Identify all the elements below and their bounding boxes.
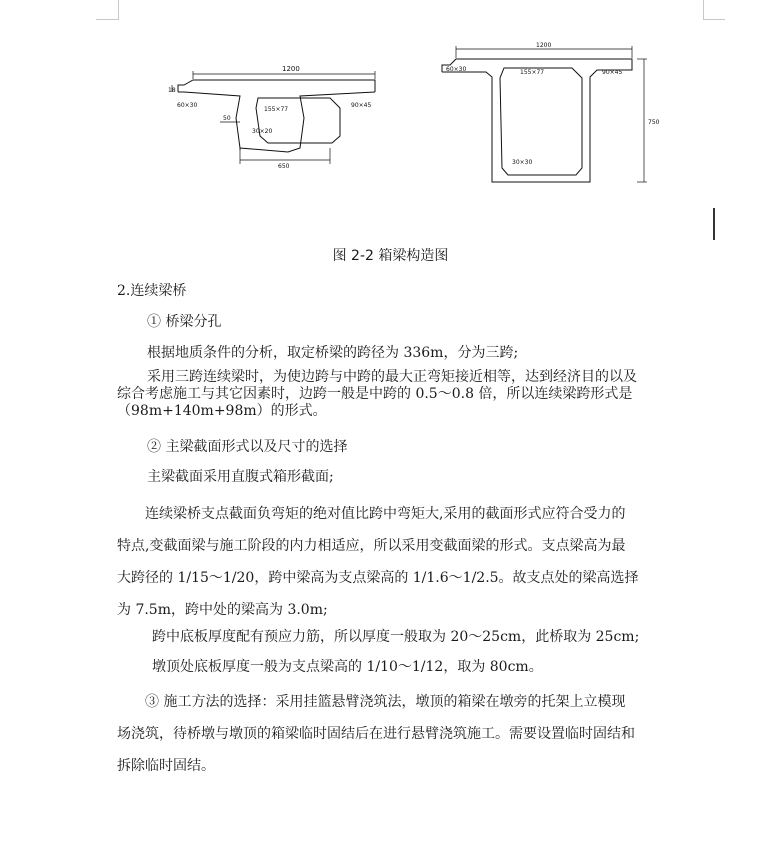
dim-top-width: 1200 — [536, 42, 552, 49]
text-line: 为 7.5m，跨中处的梁高为 3.0m; — [117, 602, 328, 618]
paragraph-span-ratio — [117, 369, 703, 420]
text-line: （98m+140m+98m）的形式。 — [117, 403, 327, 419]
subheading-section-form: ② 主梁截面形式以及尺寸的选择 — [147, 439, 348, 455]
section-heading: 2.连续梁桥 — [117, 283, 187, 299]
paragraph-midspan-bottom-slab: 跨中底板厚度配有预应力筋，所以厚度一般取为 20～25cm，此桥取为 25cm; — [152, 629, 640, 645]
figure-caption: 图 2-2 箱梁构造图 — [332, 248, 449, 264]
text-line: 特点,变截面梁与施工阶段的内力相适应，所以采用变截面梁的形式。支点梁高为最 — [117, 538, 626, 554]
label-chamfer-top: 155×77 — [520, 69, 545, 76]
text-line: 综合考虑施工与其它因素时，边跨一般是中跨的 0.5～0.8 倍，所以连续梁跨形式是 — [117, 386, 633, 402]
label-chamfer-bottom: 30×20 — [252, 128, 273, 135]
label-chamfer-outer: 60×30 — [446, 66, 467, 73]
text-line: 场浇筑，待桥墩与墩顶的箱梁临时固结后在进行悬臂浇筑施工。需要设置临时固结和 — [117, 726, 635, 742]
box-girder-support-drawing — [432, 0, 662, 190]
text-cursor — [713, 208, 715, 240]
text-line: 采用三跨连续梁时，为使边跨与中跨的最大正弯矩接近相等，达到经济目的以及 — [147, 369, 637, 385]
text-line: 拆除临时固结。 — [117, 758, 215, 774]
dim-height: 750 — [648, 119, 660, 126]
label-chamfer-side: 90×45 — [602, 69, 623, 76]
box-girder-midspan-drawing — [160, 0, 420, 180]
label-chamfer-top: 155×77 — [264, 106, 289, 113]
label-chamfer-bottom: 30×30 — [512, 159, 533, 166]
label-flange: 18 — [168, 87, 176, 94]
paragraph-pier-bottom-slab: 墩顶处底板厚度一般为支点梁高的 1/10～1/12，取为 80cm。 — [152, 659, 543, 675]
subheading-span-layout: ① 桥梁分孔 — [147, 314, 222, 330]
paragraph-variable-section — [117, 498, 703, 626]
label-chamfer-outer: 60×30 — [177, 102, 198, 109]
dim-web-offset: 50 — [223, 115, 231, 122]
text-line: 连续梁桥支点截面负弯矩的绝对值比跨中弯矩大,采用的截面形式应符合受力的 — [145, 506, 626, 522]
paragraph-section-type: 主梁截面采用直腹式箱形截面; — [147, 469, 334, 485]
paragraph-span-length: 根据地质条件的分析，取定桥梁的跨径为 336m，分为三跨; — [147, 345, 519, 361]
text-line: ③ 施工方法的选择：采用挂篮悬臂浇筑法，墩顶的箱梁在墩旁的托架上立模现 — [145, 694, 626, 710]
paragraph-construction-method — [117, 686, 703, 782]
crop-mark-top-left — [118, 0, 119, 20]
crop-mark-top-right — [703, 19, 725, 20]
dim-bottom-width: 650 — [278, 163, 290, 170]
dim-top-width: 1200 — [282, 65, 300, 73]
crop-mark-top-left — [96, 19, 118, 20]
text-line: 大跨径的 1/15～1/20，跨中梁高为支点梁高的 1/1.6～1/2.5。故支点处的梁高选择 — [117, 570, 639, 586]
label-chamfer-side: 90×45 — [351, 102, 372, 109]
crop-mark-top-right — [703, 0, 704, 20]
